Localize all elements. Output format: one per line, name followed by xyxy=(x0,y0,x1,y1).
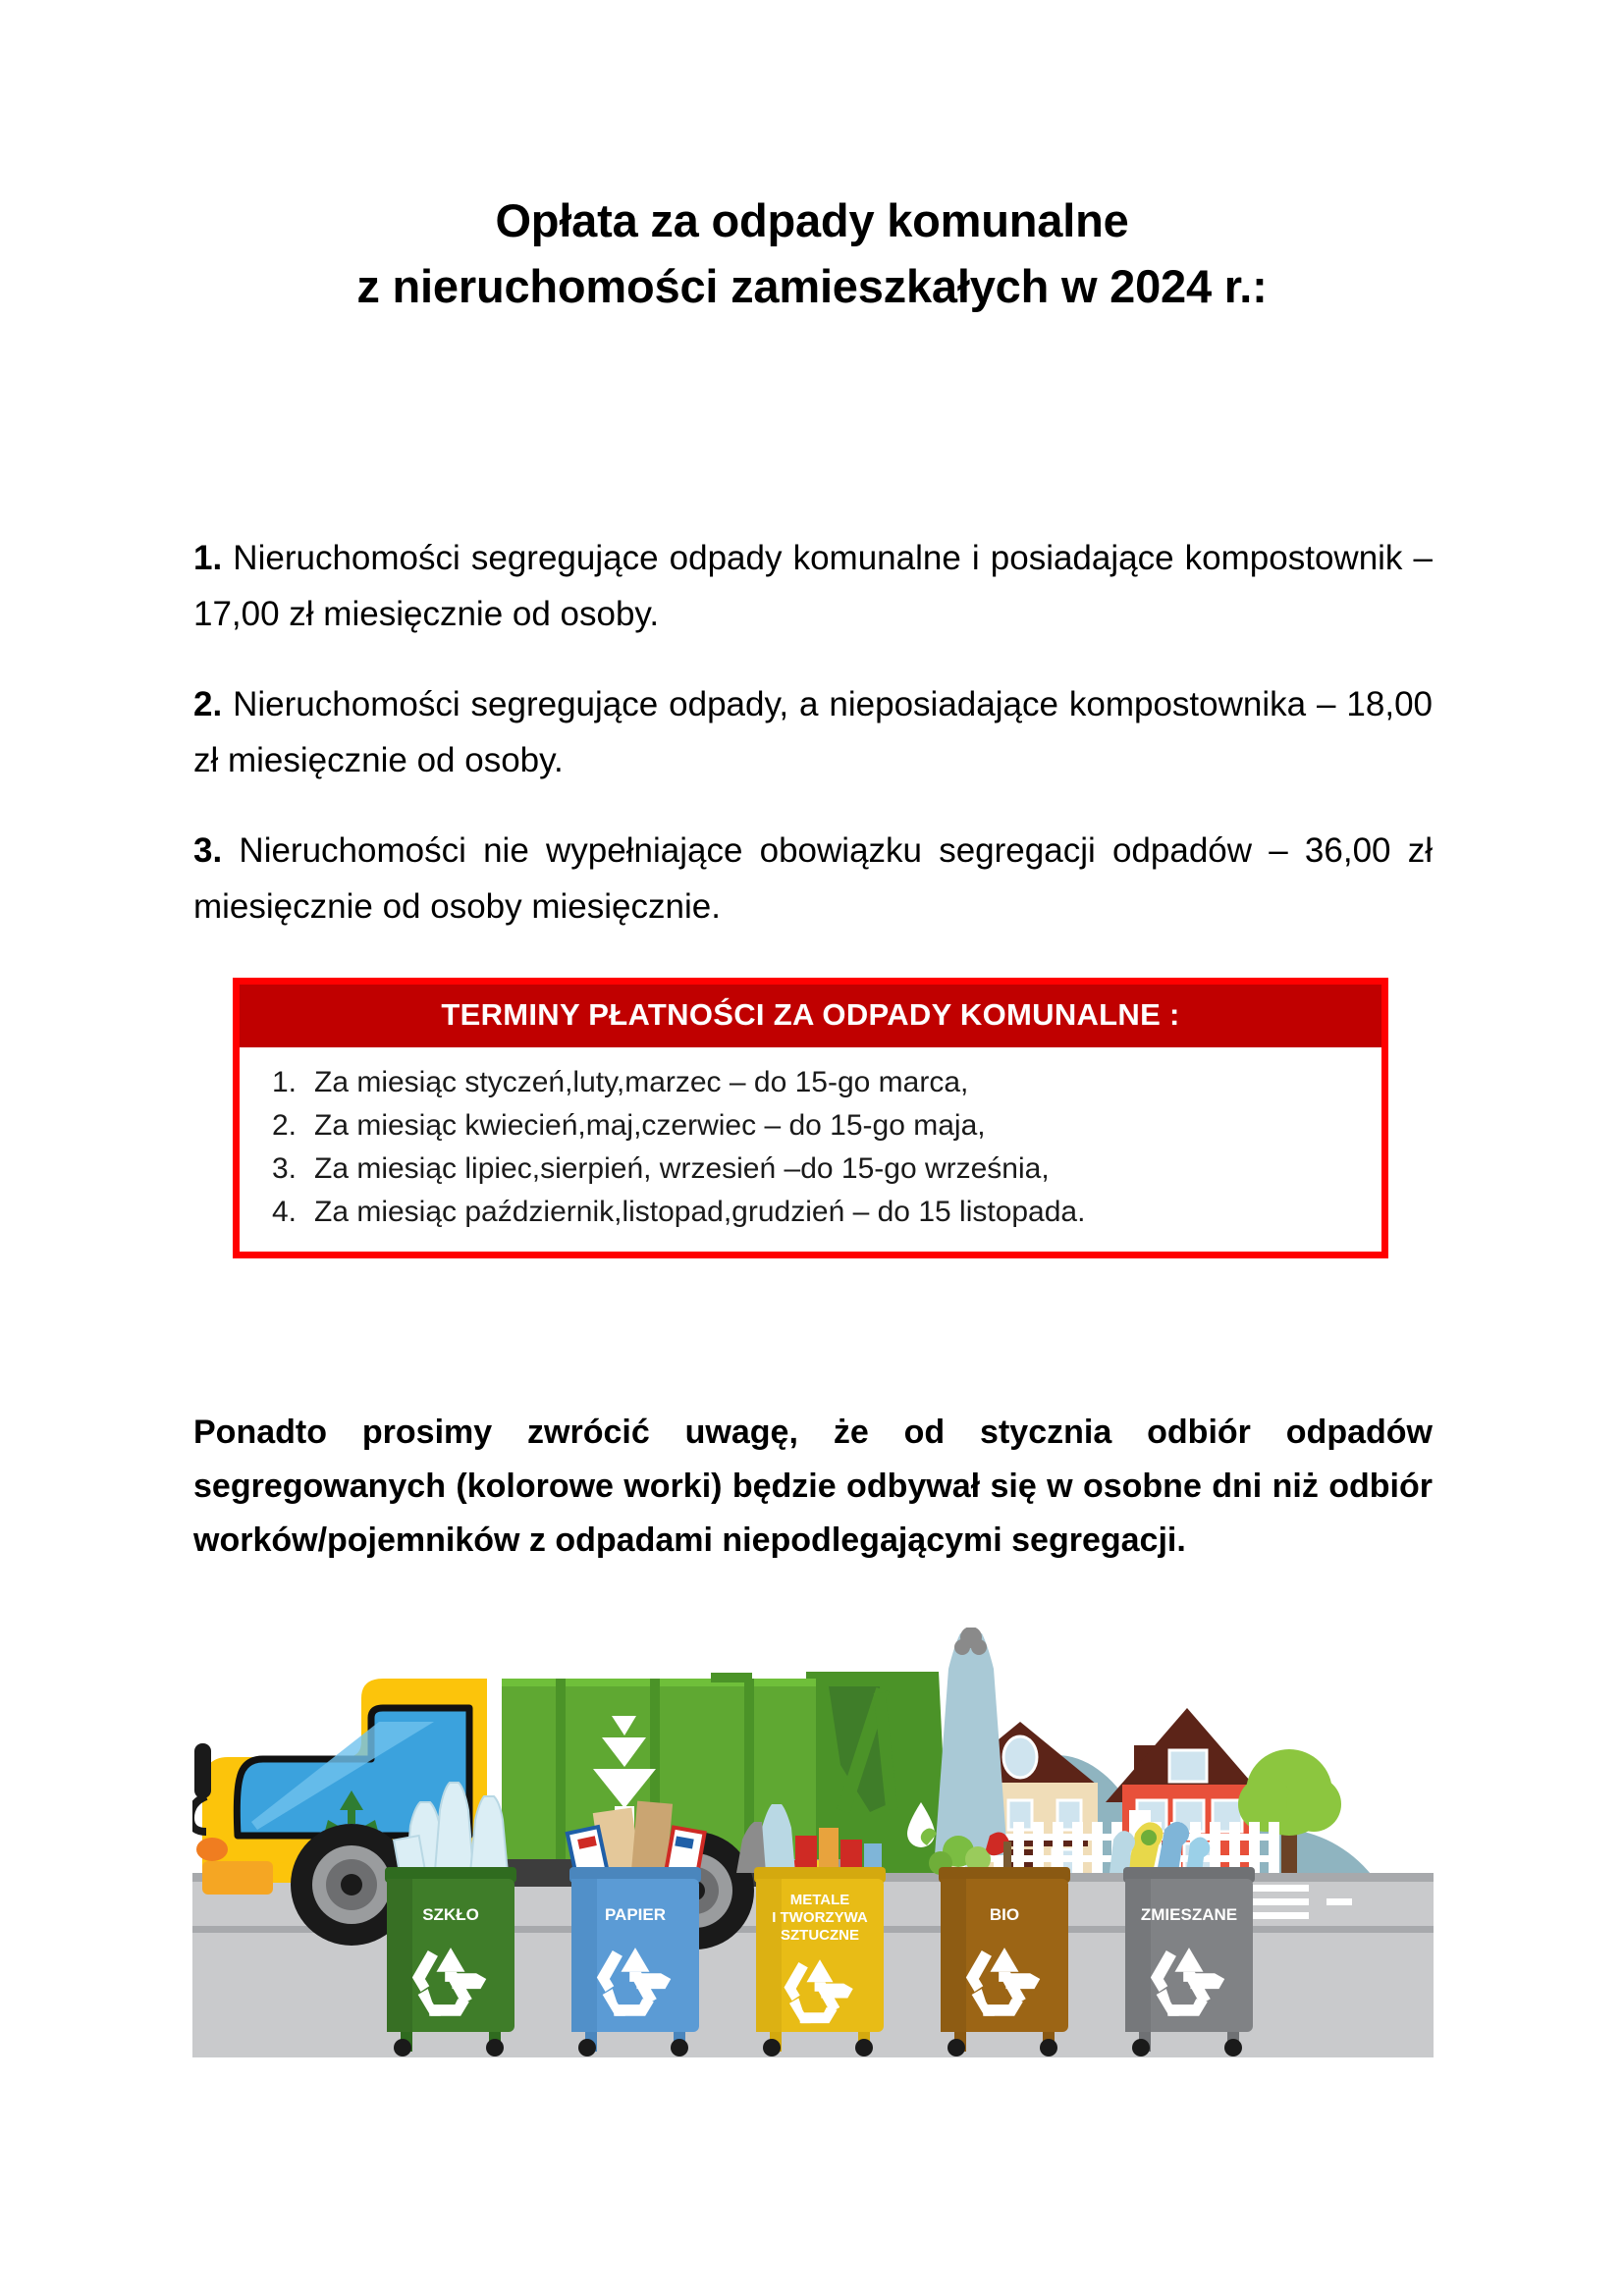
deadline-item-text: Za miesiąc kwiecień,maj,czerwiec – do 15-go maja, xyxy=(314,1109,986,1143)
title-line-2: z nieruchomości zamieszkałych w 2024 r.: xyxy=(356,259,1268,312)
fee-item-1 xyxy=(193,530,1433,642)
fee-item-2-number: 2. xyxy=(193,685,223,724)
deadline-item-number: 1. xyxy=(272,1066,298,1099)
payment-deadlines-list xyxy=(240,1047,1381,1252)
deadline-item xyxy=(240,1148,1381,1191)
bin-label-line2: I TWORZYWA xyxy=(772,1909,868,1926)
bin-label: ZMIESZANE xyxy=(1140,1905,1238,1924)
title-line-1: Opłata za odpady komunalne xyxy=(495,194,1129,246)
bin-papier xyxy=(568,1801,705,2056)
deadline-item-number: 2. xyxy=(272,1109,298,1143)
illustration-svg xyxy=(192,1628,1434,2057)
page-title xyxy=(193,188,1431,319)
deadline-item-text: Za miesiąc lipiec,sierpień, wrzesień –do 15-go września, xyxy=(314,1152,1050,1186)
deadline-item-text: Za miesiąc styczeń,luty,marzec – do 15-go marca, xyxy=(314,1066,969,1099)
waste-collection-illustration xyxy=(192,1628,1434,2057)
bin-label-line1: METALE xyxy=(789,1892,850,1908)
deadline-item xyxy=(240,1061,1381,1104)
bin-label: PAPIER xyxy=(604,1905,667,1924)
bin-label: BIO xyxy=(989,1905,1020,1924)
fee-list xyxy=(193,496,1433,934)
fee-item-1-number: 1. xyxy=(193,539,223,577)
bin-label: SZKŁO xyxy=(422,1905,479,1924)
fee-item-1-text: Nieruchomości segregujące odpady komunalne i posiadające kompostownik – 17,00 zł miesięcznie od osoby. xyxy=(193,539,1433,634)
deadline-item-text: Za miesiąc październik,listopad,grudzień – do 15 listopada. xyxy=(314,1196,1086,1229)
deadline-item-number: 4. xyxy=(272,1196,298,1229)
fee-item-3 xyxy=(193,823,1433,934)
payment-deadlines-header: TERMINY PŁATNOŚCI ZA ODPADY KOMUNALNE : xyxy=(240,985,1381,1047)
bin-label-line3: SZTUCZNE xyxy=(781,1927,859,1944)
fee-item-3-number: 3. xyxy=(193,831,223,871)
deadline-item xyxy=(240,1104,1381,1148)
fee-item-2-text: Nieruchomości segregujące odpady, a nieposiadające kompostownika – 18,00 zł miesięcznie od osoby. xyxy=(193,685,1433,780)
fee-item-3-text: Nieruchomości nie wypełniające obowiązku segregacji odpadów – 36,00 zł miesięcznie od osoby miesięcznie. xyxy=(193,831,1433,927)
notice-text: Ponadto prosimy zwrócić uwagę, że od stycznia odbiór odpadów segregowanych (kolorowe worki) będzie odbywał się w osobne dni niż odbiór worków/pojemników z odpadami niepodlegającymi segregacji. xyxy=(193,1414,1433,1560)
notice-block xyxy=(193,1372,1433,1601)
deadline-item xyxy=(240,1191,1381,1234)
deadline-item-number: 3. xyxy=(272,1152,298,1186)
payment-deadlines-box xyxy=(233,978,1388,1258)
fee-item-2 xyxy=(193,676,1433,788)
